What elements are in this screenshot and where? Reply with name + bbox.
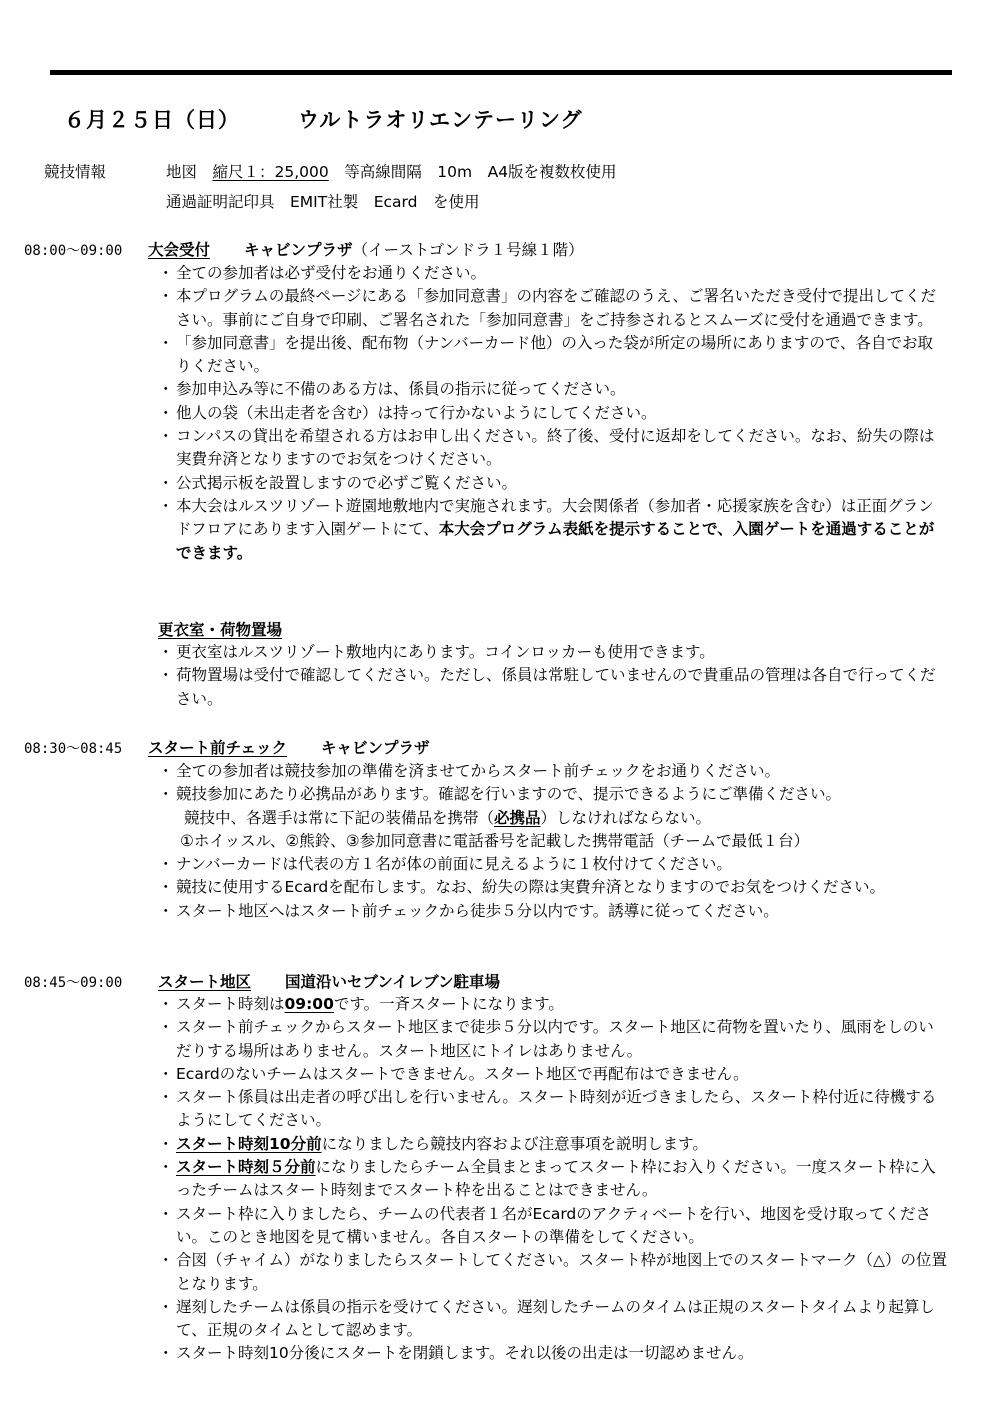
top-rule	[50, 70, 952, 75]
section-time-precheck: 08:30〜08:45	[24, 741, 123, 757]
list-item: ・ スタート時刻５分前になりましたらチーム全員まとまってスタート枠にお入りください。一度スタート枠に入ったチームはスタート時刻までスタート枠を出ることはできません。	[158, 1156, 948, 1203]
list-item: ・ スタート地区へはスタート前チェックから徒歩５分以内です。誘導に従ってください。	[158, 900, 948, 923]
locker-heading: 更衣室・荷物置場	[158, 621, 283, 639]
list-subitem: ①ホイッスル、②熊鈴、③参加同意書に電話番号を記載した携帯電話（チームで最低１台）	[180, 831, 810, 850]
list-item: ・ 他人の袋（未出走者を含む）は持って行かないようにしてください。	[158, 402, 948, 425]
page-title	[64, 104, 583, 134]
list-item: ・ 本プログラムの最終ページにある「参加同意書」の内容をご確認のうえ、ご署名いただき受付で提出してください。事前にご自身で印刷、ご署名された「参加同意書」をご持参されるとスムーズに受付を通過できます。	[158, 285, 948, 332]
start-list	[158, 993, 948, 1366]
list-item: ・ 遅刻したチームは係員の指示を受けてください。遅刻したチームのタイムは正規のスタートタイムより起算して、正規のタイムとして認めます。	[158, 1296, 948, 1343]
list-item: ・ スタート前チェックからスタート地区まで徒歩５分以内です。スタート地区に荷物を置いたり、風雨をしのいだりする場所はありません。スタート地区にトイレはありません。	[158, 1016, 948, 1063]
section-heading-start: スタート地区 国道沿いセブンイレブン駐車場	[158, 973, 501, 991]
punch-info: 通過証明記印具 EMIT社製 Ecard を使用	[166, 193, 480, 211]
reception-list	[158, 262, 948, 565]
section-heading-reception: 大会受付 キャビンプラザ（イーストゴンドラ１号線１階）	[148, 241, 584, 259]
list-item: ・ スタート係員は出走者の呼び出しを行いません。スタート時刻が近づきましたら、スタート枠付近に待機するようにしてください。	[158, 1086, 948, 1133]
list-item: ・ 本大会はルスツリゾート遊園地敷地内で実施されます。大会関係者（参加者・応援家族を含む）は正面グランドフロアにあります入園ゲートにて、本大会プログラム表紙を提示することで、入園ゲートを通過することができます。	[158, 495, 948, 565]
list-item: ・ 競技に使用するEcardを配布します。なお、紛失の際は実費弁済となりますのでお気をつけください。	[158, 876, 948, 899]
list-item: ・ コンパスの貸出を希望される方はお申し出ください。終了後、受付に返却をしてください。なお、紛失の際は実費弁済となりますのでお気をつけください。	[158, 425, 948, 472]
list-item: ・ 合図（チャイム）がなりましたらスタートしてください。スタート枠が地図上でのスタートマーク（△）の位置となります。	[158, 1249, 948, 1296]
list-item: ・ Ecardのないチームはスタートできません。スタート地区で再配布はできません。	[158, 1063, 948, 1086]
list-subitem: 競技中、各選手は常に下記の装備品を携帯（必携品）しなければならない。	[184, 808, 712, 827]
locker-list	[158, 641, 948, 711]
list-item: ・ 全ての参加者は競技参加の準備を済ませてからスタート前チェックをお通りください。	[158, 760, 948, 783]
title-event: ウルトラオリエンテーリング	[298, 108, 583, 132]
map-info: 地図 縮尺１：25,000 等高線間隔 10m A4版を複数枚使用	[166, 163, 617, 181]
section-heading-precheck: スタート前チェック キャビンプラザ	[148, 739, 430, 757]
section-time-start: 08:45〜09:00	[24, 975, 123, 991]
list-item: ・ 公式掲示板を設置しますので必ずご覧ください。	[158, 472, 948, 495]
list-item: ・ スタート時刻10分後にスタートを閉鎖します。それ以後の出走は一切認めません。	[158, 1342, 948, 1365]
list-item: ・ 荷物置場は受付で確認してください。ただし、係員は常駐していませんので貴重品の管理は各自で行ってください。	[158, 664, 948, 711]
list-item: ・ ナンバーカードは代表の方１名が体の前面に見えるように１枚付けてください。	[158, 853, 948, 876]
section-time-reception: 08:00〜09:00	[24, 243, 123, 259]
list-item: ・ スタート時刻は09:00です。一斉スタートになります。	[158, 993, 948, 1016]
list-item: ・ 更衣室はルスツリゾート敷地内にあります。コインロッカーも使用できます。	[158, 641, 948, 664]
list-item: ・ 競技参加にあたり必携品があります。確認を行いますので、提示できるようにご準備ください。	[158, 783, 948, 806]
precheck-list	[158, 760, 948, 923]
list-item: ・ スタート枠に入りましたら、チームの代表者１名がEcardのアクティベートを行い、地図を受け取ってください。このとき地図を見て構いません。各自スタートの準備をしてください。	[158, 1203, 948, 1250]
list-item: ・ 全ての参加者は必ず受付をお通りください。	[158, 262, 948, 285]
map-scale: 縮尺１：25,000	[212, 163, 329, 181]
info-label: 競技情報	[44, 163, 107, 181]
list-item: ・ 参加申込み等に不備のある方は、係員の指示に従ってください。	[158, 378, 948, 401]
list-item: ・ スタート時刻10分前になりましたら競技内容および注意事項を説明します。	[158, 1133, 948, 1156]
list-item: ・ 「参加同意書」を提出後、配布物（ナンバーカード他）の入った袋が所定の場所にありますので、各自でお取りください。	[158, 332, 948, 379]
title-date: ６月２５日（日）	[64, 108, 240, 132]
